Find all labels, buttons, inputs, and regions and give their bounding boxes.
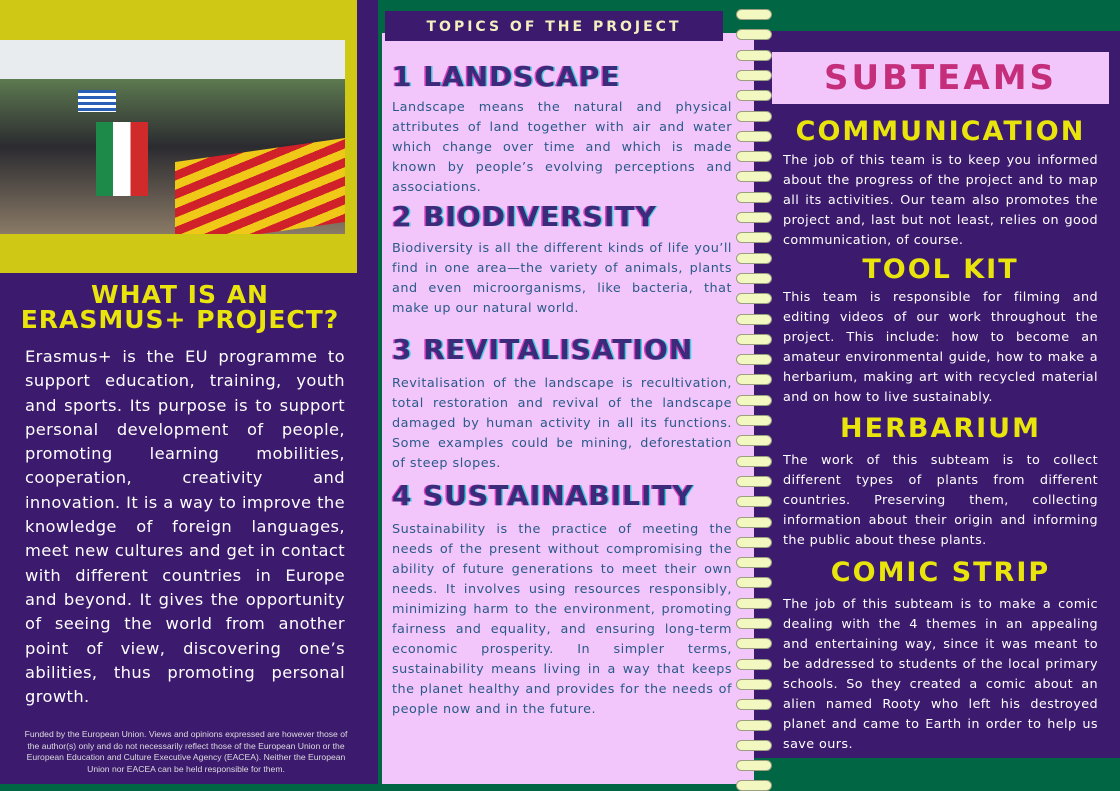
spiral-ring xyxy=(736,50,772,61)
spiral-ring xyxy=(736,598,772,609)
spiral-ring xyxy=(736,699,772,710)
group-photo xyxy=(0,40,345,234)
eu-disclaimer: Funded by the European Union. Views and opinions expressed are however those of the author(s) only and do not necessarily reflect those of the European Union or the European Education and Culture Executive Agency (EACEA). Neither the European Union nor EACEA can be held responsible for them. xyxy=(24,729,348,774)
team-title: COMIC STRIP xyxy=(830,557,1051,588)
spiral-ring xyxy=(736,760,772,771)
topic-title: 3 REVITALISATION xyxy=(392,333,694,366)
spiral-ring xyxy=(736,273,772,284)
spiral-ring xyxy=(736,354,772,365)
team-title: TOOL KIT xyxy=(862,254,1019,285)
team-text: The job of this subteam is to make a comic dealing with the 4 themes in an appealing and entertaining way, since it was meant to be addressed to students of the local primary schools. So they created a comic about an alien named Rooty who left his destroyed planet and came to Earth in order to help us save ours. xyxy=(783,597,1098,752)
topic-title: 1 LANDSCAPE xyxy=(392,60,621,93)
spiral-ring xyxy=(736,577,772,588)
spiral-ring xyxy=(736,395,772,406)
topic-title: 2 BIODIVERSITY xyxy=(392,200,657,233)
spiral-ring xyxy=(736,537,772,548)
spiral-ring xyxy=(736,70,772,81)
erasmus-description: Erasmus+ is the EU programme to support education, training, youth and sports. Its purpose is to support personal development of people, promoting learning mobilities, cooperation, creativity and innovation. It is a way to improve the knowledge of foreign languages, meet new cultures and get in contact with different countries in Europe and beyond. It gives the opportunity of seeing the world from another point of view, discovering one’s abilities, thus promoting personal growth. xyxy=(25,347,345,707)
spiral-ring xyxy=(736,456,772,467)
spiral-ring xyxy=(736,131,772,142)
spiral-ring xyxy=(736,476,772,487)
team-text: The job of this team is to keep you informed about the progress of the project and to map all its activities. Our team also promotes the project and, last but not least, relies on good communication, of course. xyxy=(783,153,1098,248)
team-title: COMMUNICATION xyxy=(795,116,1086,147)
spiral-ring xyxy=(736,151,772,162)
spiral-ring xyxy=(736,212,772,223)
team-text: The work of this subteam is to collect different types of plants from different countries. Preserving them, collecting information about their origin and informing the public about these plants. xyxy=(783,453,1098,548)
spiral-ring xyxy=(736,740,772,751)
spiral-ring xyxy=(736,780,772,791)
topic-text: Sustainability is the practice of meeting the needs of the present without compromising the ability of future generations to meet their own needs. It involves using resources responsibly, minimizing harm to the environment, promoting fairness and equality, and ensuring long-term economic prosperity. In simpler terms, sustainability means living in a way that keeps the planet healthy and provides for the needs of people now and in the future. xyxy=(392,522,732,717)
spiral-ring xyxy=(736,374,772,385)
spiral-ring xyxy=(736,334,772,345)
spiral-ring xyxy=(736,659,772,670)
topic-text: Revitalisation of the landscape is recultivation, total restoration and revival of the landscape damaged by human activity in all its functions. Some examples could be mining, deforestation of steep slopes. xyxy=(392,376,732,471)
spiral-ring xyxy=(736,618,772,629)
spiral-ring xyxy=(736,29,772,40)
spiral-ring xyxy=(736,232,772,243)
spiral-ring xyxy=(736,638,772,649)
topics-header: TOPICS OF THE PROJECT xyxy=(385,11,723,41)
spiral-ring xyxy=(736,253,772,264)
spiral-ring xyxy=(736,720,772,731)
spiral-ring xyxy=(736,314,772,325)
spiral-ring xyxy=(736,435,772,446)
spiral-ring xyxy=(736,496,772,507)
spiral-ring xyxy=(736,679,772,690)
spiral-ring xyxy=(736,90,772,101)
topic-title: 4 SUSTAINABILITY xyxy=(392,479,694,512)
spiral-ring xyxy=(736,517,772,528)
photo-frame xyxy=(0,0,357,273)
team-title: HERBARIUM xyxy=(840,413,1041,444)
left-title: WHAT IS AN ERASMUS+ PROJECT? xyxy=(20,280,340,334)
spiral-ring xyxy=(736,557,772,568)
topic-text: Biodiversity is all the different kinds of life you’ll find in one area—the variety of animals, plants and even microorganisms, like bacteria, that make up our natural world. xyxy=(392,241,732,316)
spiral-ring xyxy=(736,415,772,426)
subteams-title: SUBTEAMS xyxy=(772,52,1109,104)
spiral-ring xyxy=(736,192,772,203)
spiral-ring xyxy=(736,171,772,182)
topic-text: Landscape means the natural and physical attributes of land together with air and water which change over time and which is made known by people’s evolving perceptions and associations. xyxy=(392,100,732,195)
spiral-ring xyxy=(736,293,772,304)
spiral-ring xyxy=(736,111,772,122)
spiral-binding xyxy=(736,0,776,784)
spiral-ring xyxy=(736,9,772,20)
team-text: This team is responsible for filming and editing videos of our work throughout the project. This include: how to become an amateur environmental guide, how to make a herbarium, making art with recycled material and on how to live sustainably. xyxy=(783,290,1098,405)
